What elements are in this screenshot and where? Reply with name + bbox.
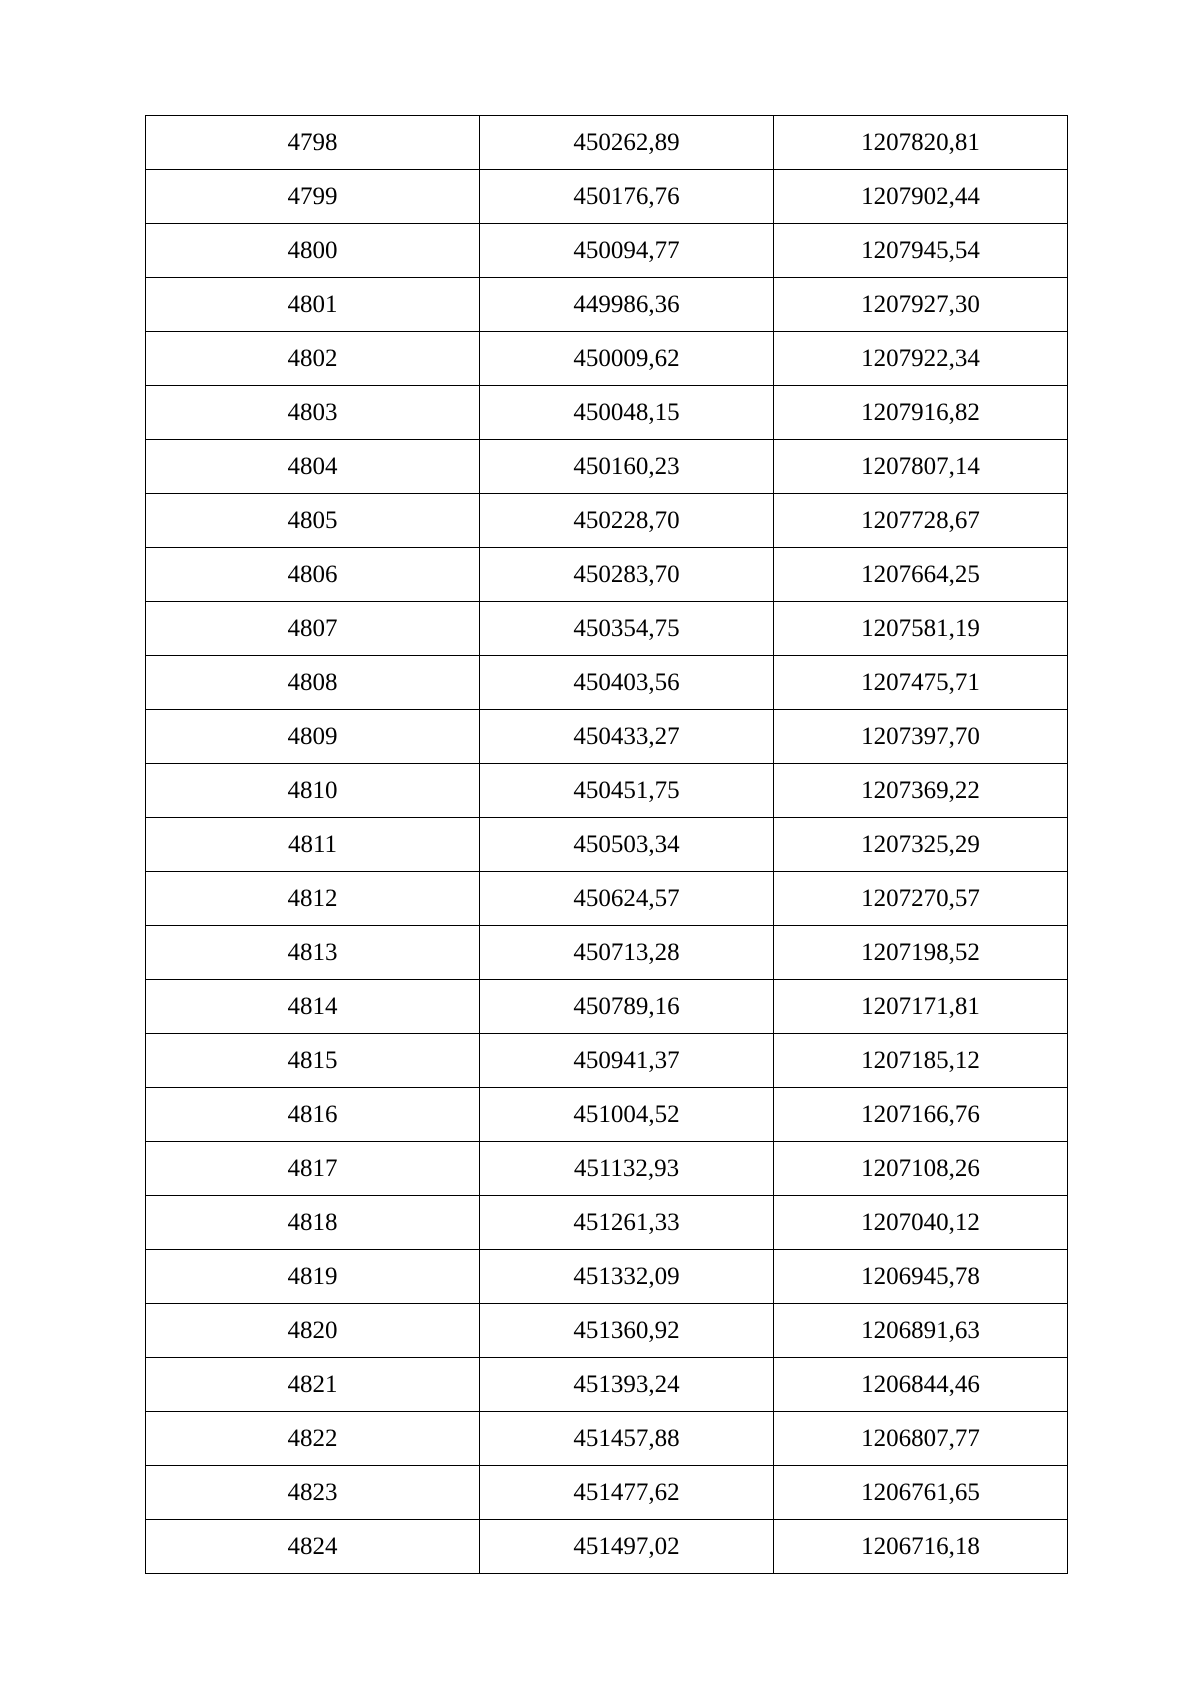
table-row — [146, 872, 1068, 926]
y-coordinate-cell: 1206807,77 — [774, 1412, 1068, 1466]
point-number-cell: 4824 — [146, 1520, 480, 1574]
point-number-cell: 4821 — [146, 1358, 480, 1412]
point-number-cell: 4815 — [146, 1034, 480, 1088]
point-number-cell: 4800 — [146, 224, 480, 278]
table-row — [146, 1412, 1068, 1466]
point-number-cell: 4801 — [146, 278, 480, 332]
point-number-cell: 4808 — [146, 656, 480, 710]
x-coordinate-cell: 450451,75 — [480, 764, 774, 818]
x-coordinate-cell: 450789,16 — [480, 980, 774, 1034]
x-coordinate-cell: 451332,09 — [480, 1250, 774, 1304]
point-number-cell: 4810 — [146, 764, 480, 818]
point-number-cell: 4820 — [146, 1304, 480, 1358]
table-row — [146, 764, 1068, 818]
x-coordinate-cell: 451261,33 — [480, 1196, 774, 1250]
x-coordinate-cell: 451360,92 — [480, 1304, 774, 1358]
point-number-cell: 4799 — [146, 170, 480, 224]
y-coordinate-cell: 1206945,78 — [774, 1250, 1068, 1304]
table-row — [146, 1034, 1068, 1088]
x-coordinate-cell: 450009,62 — [480, 332, 774, 386]
table-row — [146, 224, 1068, 278]
table-row — [146, 926, 1068, 980]
y-coordinate-cell: 1207475,71 — [774, 656, 1068, 710]
x-coordinate-cell: 451132,93 — [480, 1142, 774, 1196]
x-coordinate-cell: 451393,24 — [480, 1358, 774, 1412]
y-coordinate-cell: 1206716,18 — [774, 1520, 1068, 1574]
y-coordinate-cell: 1207807,14 — [774, 440, 1068, 494]
point-number-cell: 4813 — [146, 926, 480, 980]
y-coordinate-cell: 1207171,81 — [774, 980, 1068, 1034]
y-coordinate-cell: 1207728,67 — [774, 494, 1068, 548]
point-number-cell: 4814 — [146, 980, 480, 1034]
point-number-cell: 4802 — [146, 332, 480, 386]
table-row — [146, 116, 1068, 170]
point-number-cell: 4816 — [146, 1088, 480, 1142]
x-coordinate-cell: 450354,75 — [480, 602, 774, 656]
x-coordinate-cell: 450503,34 — [480, 818, 774, 872]
y-coordinate-cell: 1207927,30 — [774, 278, 1068, 332]
x-coordinate-cell: 450228,70 — [480, 494, 774, 548]
point-number-cell: 4805 — [146, 494, 480, 548]
table-row — [146, 1142, 1068, 1196]
table-row — [146, 386, 1068, 440]
table-row — [146, 548, 1068, 602]
y-coordinate-cell: 1207185,12 — [774, 1034, 1068, 1088]
point-number-cell: 4798 — [146, 116, 480, 170]
point-number-cell: 4817 — [146, 1142, 480, 1196]
y-coordinate-cell: 1207397,70 — [774, 710, 1068, 764]
x-coordinate-cell: 450048,15 — [480, 386, 774, 440]
point-number-cell: 4811 — [146, 818, 480, 872]
table-row — [146, 602, 1068, 656]
y-coordinate-cell: 1207902,44 — [774, 170, 1068, 224]
y-coordinate-cell: 1207166,76 — [774, 1088, 1068, 1142]
point-number-cell: 4806 — [146, 548, 480, 602]
y-coordinate-cell: 1207369,22 — [774, 764, 1068, 818]
y-coordinate-cell: 1206844,46 — [774, 1358, 1068, 1412]
table-row — [146, 818, 1068, 872]
point-number-cell: 4809 — [146, 710, 480, 764]
y-coordinate-cell: 1206891,63 — [774, 1304, 1068, 1358]
table-row — [146, 494, 1068, 548]
x-coordinate-cell: 449986,36 — [480, 278, 774, 332]
table-row — [146, 1088, 1068, 1142]
y-coordinate-cell: 1207581,19 — [774, 602, 1068, 656]
x-coordinate-cell: 451477,62 — [480, 1466, 774, 1520]
coordinates-table-body — [146, 116, 1068, 1574]
x-coordinate-cell: 450713,28 — [480, 926, 774, 980]
x-coordinate-cell: 450094,77 — [480, 224, 774, 278]
point-number-cell: 4818 — [146, 1196, 480, 1250]
table-row — [146, 1250, 1068, 1304]
table-row — [146, 710, 1068, 764]
x-coordinate-cell: 450624,57 — [480, 872, 774, 926]
y-coordinate-cell: 1207198,52 — [774, 926, 1068, 980]
table-row — [146, 980, 1068, 1034]
x-coordinate-cell: 450176,76 — [480, 170, 774, 224]
table-row — [146, 278, 1068, 332]
table-row — [146, 1358, 1068, 1412]
y-coordinate-cell: 1207820,81 — [774, 116, 1068, 170]
x-coordinate-cell: 451004,52 — [480, 1088, 774, 1142]
point-number-cell: 4819 — [146, 1250, 480, 1304]
table-row — [146, 332, 1068, 386]
x-coordinate-cell: 450403,56 — [480, 656, 774, 710]
table-row — [146, 1520, 1068, 1574]
point-number-cell: 4804 — [146, 440, 480, 494]
y-coordinate-cell: 1207922,34 — [774, 332, 1068, 386]
table-row — [146, 1196, 1068, 1250]
table-row — [146, 1466, 1068, 1520]
x-coordinate-cell: 450941,37 — [480, 1034, 774, 1088]
x-coordinate-cell: 450433,27 — [480, 710, 774, 764]
x-coordinate-cell: 450283,70 — [480, 548, 774, 602]
y-coordinate-cell: 1207270,57 — [774, 872, 1068, 926]
y-coordinate-cell: 1207945,54 — [774, 224, 1068, 278]
coordinates-table — [145, 115, 1068, 1574]
y-coordinate-cell: 1207040,12 — [774, 1196, 1068, 1250]
y-coordinate-cell: 1207108,26 — [774, 1142, 1068, 1196]
point-number-cell: 4822 — [146, 1412, 480, 1466]
x-coordinate-cell: 450160,23 — [480, 440, 774, 494]
table-row — [146, 656, 1068, 710]
y-coordinate-cell: 1207664,25 — [774, 548, 1068, 602]
table-row — [146, 170, 1068, 224]
table-row — [146, 440, 1068, 494]
point-number-cell: 4823 — [146, 1466, 480, 1520]
x-coordinate-cell: 451457,88 — [480, 1412, 774, 1466]
point-number-cell: 4803 — [146, 386, 480, 440]
table-row — [146, 1304, 1068, 1358]
x-coordinate-cell: 450262,89 — [480, 116, 774, 170]
point-number-cell: 4807 — [146, 602, 480, 656]
x-coordinate-cell: 451497,02 — [480, 1520, 774, 1574]
y-coordinate-cell: 1207325,29 — [774, 818, 1068, 872]
point-number-cell: 4812 — [146, 872, 480, 926]
y-coordinate-cell: 1207916,82 — [774, 386, 1068, 440]
y-coordinate-cell: 1206761,65 — [774, 1466, 1068, 1520]
